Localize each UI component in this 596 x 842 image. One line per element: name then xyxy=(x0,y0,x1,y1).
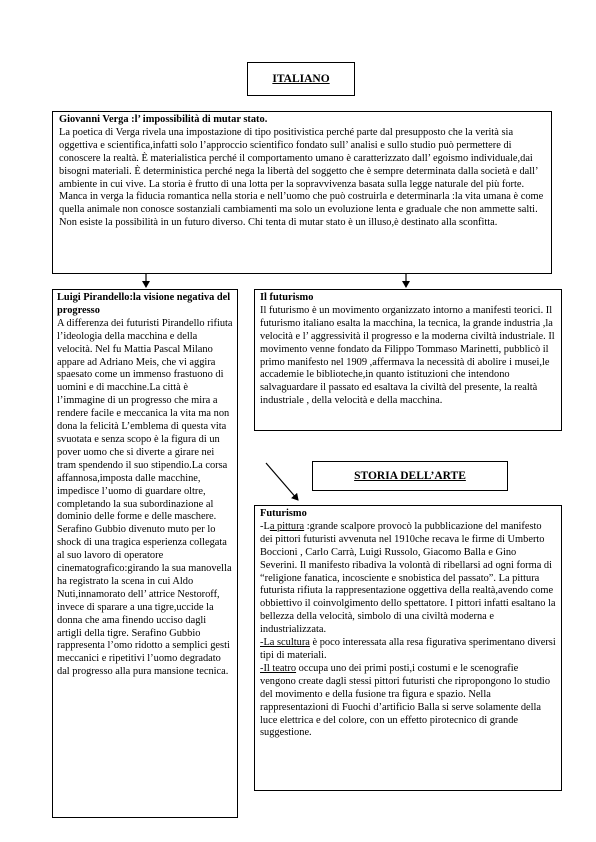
futurismo-arte-box xyxy=(254,505,562,791)
teatro-paragraph xyxy=(260,663,556,740)
scultura-paragraph xyxy=(260,637,556,663)
futurismo-body: Il futurismo è un movimento organizzato intorno a manifesti teorici. Il futurismo italiano esalta la macchina, la tecnica, la grande industria ,la velocità e l’ aggressività il progresso e la moderna civiltà industriale. Il movimento venne fondato da Filippo Tommaso Marinetti, pubblicò il primo manifesto nel 1909 ,affermava la necessità di abolire i musei,le accademie le biblioteche,in quanto istituzioni che intendono salvaguardare il passato ed esaltava la civiltà del presente, la realtà industriale , della velocità e della macchina. xyxy=(260,304,555,407)
storia-arte-title: STORIA DELL’ARTE xyxy=(354,470,466,482)
scultura-text: è poco interessata alla resa figurativa sperimentano diversi tipi di materiali. xyxy=(260,637,556,661)
storia-arte-title-box xyxy=(312,461,508,491)
pirandello-body: A differenza dei futuristi Pirandello rifiuta l’ideologia della macchina e della velocità. Nel fu Mattia Pascal Milano appare ad Adriano Meis, che vi aggira spaesato come un immenso frastuono di uomini e di macchine.La città è l’immagine di un progresso che mira a rendere facile e meccanica la vita ma non dona la felicità L’emblema di questa vita svuotata e senza scopo è la figura di un pover uomo che si diverte a girare nei tram spendendo il suo stipendio.La corsa affannosa,imposta dalle macchine, impedisce l’uomo di guardare oltre, completando la sua subordinazione al dominio delle forme e delle maschere. Serafino Gubbio divenuto muto per lo shock di una tragica esperienza collegata al suo lavoro di operatore cinematografico:girando la sua manovella ha registrato la scena in cui Aldo Nuti,innamorato dell’ attrice Nestoroff, invece di sparare a una tigre,uccide la donna che ama finendo ucciso dagli artigli della tigre. Serafino Gubbio rappresenta l’omo ridotto a semplici gesti meccanici e ripetitivi l’uomo degradato dal progresso alla pura mansione tecnica. xyxy=(57,317,233,678)
pittura-paragraph xyxy=(260,521,556,637)
futurismo-box xyxy=(254,289,562,431)
futurismo-heading: Il futurismo xyxy=(260,292,314,303)
verga-box xyxy=(52,111,552,274)
italiano-title-box xyxy=(247,62,355,96)
arrow-to-futurismo-arte xyxy=(266,463,298,500)
futurismo-arte-heading: Futurismo xyxy=(260,508,307,519)
italiano-title: ITALIANO xyxy=(272,73,330,85)
scultura-label: -La scultura xyxy=(260,637,310,649)
pirandello-box xyxy=(52,289,238,818)
pittura-prefix: -L xyxy=(260,520,270,532)
verga-body: La poetica di Verga rivela una impostazione di tipo positivistica perché parte dal presupposto che la verità sia oggettiva e scientifica,infatti solo l’approccio scientifico fondato sull’ analisi e sullo studio può permettere di conoscere la realtà. È materialistica perché il comportamento umano è caratterizzato dall’ egoismo individuale,dai bisogni materiali. È deterministica perché nega la libertà del soggetto che è sempre determinata dalla società e dall’ ambiente in cui vive. La storia è frutto di una lotta per la sopravvivenza basata sulla legge naturale del più forte. Manca in verga la fiducia romantica nella storia e nell’uomo che può costruirla e determinarla :la vita umana è come quella animale non conosce sostanziali cambiamenti ma solo un evoluzione lenta e graduale che non ammette salti. Non esiste la possibilità in un futuro diverso. Chi tenta di mutar stato è un illuso,è destinato alla sconfitta. xyxy=(59,126,544,229)
pittura-label: a pittura xyxy=(269,520,305,532)
pittura-text: :grande scalpore provocò la pubblicazione del manifesto dei pittori futuristi avvenuta nel 1910che recava le firme di Umberto Boccioni , Carlo Carrà, Luigi Russolo, Giacomo Balla e Gino Severini. Il manifesto ribadiva la volontà di ribellarsi ad ogni forma di “religione fanatica, incosciente e snobistica del passato”. La pittura futurista rifiuta la rappresentazione oggettiva della realtà,avendo come obbiettivo il coinvolgimento dello spettatore. I pittori infatti esaltano la bellezza della velocità, simbolo di una civiltà moderna e industrializzata. xyxy=(260,520,556,636)
pirandello-heading: Luigi Pirandello:la visione negativa del progresso xyxy=(57,292,231,316)
teatro-label: -Il teatro xyxy=(260,662,297,674)
teatro-text: occupa uno dei primi posti,i costumi e le scenografie vengono create dagli stessi pittori futuristi che ripropongono lo studio del movimento e della fusione tra figura e spazio. Nella rappresentazioni di Fuochi d’artificio Balla si serve solamente della luce elettrica e del colore, con un effetto pirotecnico di grande suggestione. xyxy=(260,662,551,739)
verga-heading: Giovanni Verga :l’ impossibilità di mutar stato. xyxy=(59,114,268,125)
